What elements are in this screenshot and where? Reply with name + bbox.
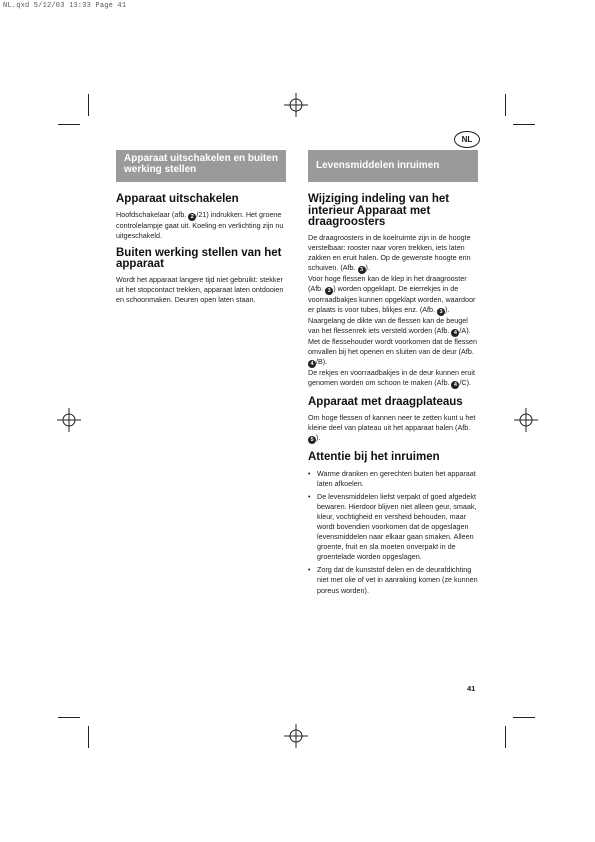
right-section-header-text: Levensmiddelen inruimen — [316, 160, 440, 171]
language-badge: NL — [454, 131, 480, 148]
section-title-attentie: Attentie bij het inruimen — [308, 451, 440, 464]
right-section-header — [308, 150, 478, 182]
registration-mark-icon — [284, 93, 308, 117]
crop-mark — [513, 124, 535, 125]
print-slug: NL.qxd 5/12/03 13:33 Page 41 — [3, 2, 127, 10]
paragraph: Hoofdschakelaar (afb. 2 /21) indrukken. Het groene controlelampje gaat uit. Koeling en verlichting zijn nu uitgeschakeld. — [116, 209, 284, 240]
list-item: • Zorg dat de kunststof delen en de deurafdichting niet met olie of vet in aanraking komen (ze kunnen poreus worden). — [308, 565, 478, 595]
section-title-buiten-werking: Buiten werking stellen van het apparaat — [116, 246, 282, 271]
crop-mark — [505, 94, 506, 116]
paragraph: De rekjes en voorraadbakjes in de deur kunnen eruit genomen worden om schoon te maken (Afb. 4 /C). — [308, 368, 476, 389]
paragraph: Naargelang de dikte van de flessen kan de beugel van het flessenrek iets versteld worden (Afb. 4 /A). — [308, 315, 471, 337]
section-title-draagplateaus: Apparaat met draagplateaus — [308, 396, 463, 409]
left-section-header-text: Apparaat uitschakelen en buiten werking stellen — [124, 153, 278, 175]
paragraph: Om hoge flessen of kannen neer te zetten kunt u het kleine deel van plateau uit het apparaat halen (Afb. 5 ). — [308, 412, 476, 444]
registration-mark-icon — [514, 408, 538, 432]
figure-number-icon: 4 — [451, 329, 459, 337]
figure-number-icon: 3 — [325, 287, 333, 295]
list-item: • Warme dranken en gerechten buiten het apparaat laten afkoelen. — [308, 469, 478, 489]
crop-mark — [58, 717, 80, 718]
paragraph: Met de flessehouder wordt voorkomen dat de flessen omvallen bij het openen en sluiten van de deur (Afb. 4 /B). — [308, 337, 478, 368]
paragraph: De draagroosters in de koelruimte zijn in de hoogte verstelbaar: rooster naar voren trekken, iets laten zakken en eruit halen. Op de gewenste hoogte erin schuiven. (Afb. 3 ). — [308, 232, 471, 273]
paragraph: Wordt het apparaat langere tijd niet gebruikt: stekker uit het stopcontact trekken, apparaat laten ontdooien en schoonmaken. Deuren open laten staan. — [116, 274, 284, 304]
crop-mark — [88, 726, 89, 748]
figure-number-icon: 4 — [451, 381, 459, 389]
crop-mark — [513, 717, 535, 718]
figure-number-icon: 4 — [308, 360, 316, 368]
paragraph: Voor hoge flessen kan de klep in het draagrooster (Afb. 3 ) worden opgeklapt. De eierrekjes in de voorraadbakjes kunnen opgeklapt worden, waardoor er plaats is voor tubes, blikjes enz. (Afb. 3 ). — [308, 273, 476, 315]
figure-number-icon: 2 — [188, 213, 196, 221]
figure-number-icon: 3 — [437, 308, 445, 316]
left-section-header — [116, 150, 286, 182]
crop-mark — [58, 124, 80, 125]
left-column — [116, 194, 288, 305]
figure-number-icon: 3 — [358, 266, 366, 274]
section-title-wijziging-indeling: Wijziging indeling van het interieur Apparaat met draagroosters — [308, 193, 450, 228]
crop-mark — [505, 726, 506, 748]
section-title-apparaat-uitschakelen: Apparaat uitschakelen — [116, 193, 239, 205]
page-number: 41 — [467, 684, 476, 693]
figure-number-icon: 5 — [308, 436, 316, 444]
registration-mark-icon — [284, 724, 308, 748]
crop-mark — [88, 94, 89, 116]
bullet-list — [308, 469, 478, 596]
right-column — [308, 194, 478, 596]
registration-mark-icon — [57, 408, 81, 432]
list-item: • De levensmiddelen liefst verpakt of goed afgedekt bewaren. Hierdoor blijven niet alleen geur, smaak, kleur, vochtigheid en versheid behouden, maar wordt bovendien voorkomen dat de opgeslagen levensmiddelen naar elkaar gaan smaken. Alleen groente, fruit en sla moeten onverpakt in de groentelade worden opgeslagen. — [308, 492, 478, 563]
